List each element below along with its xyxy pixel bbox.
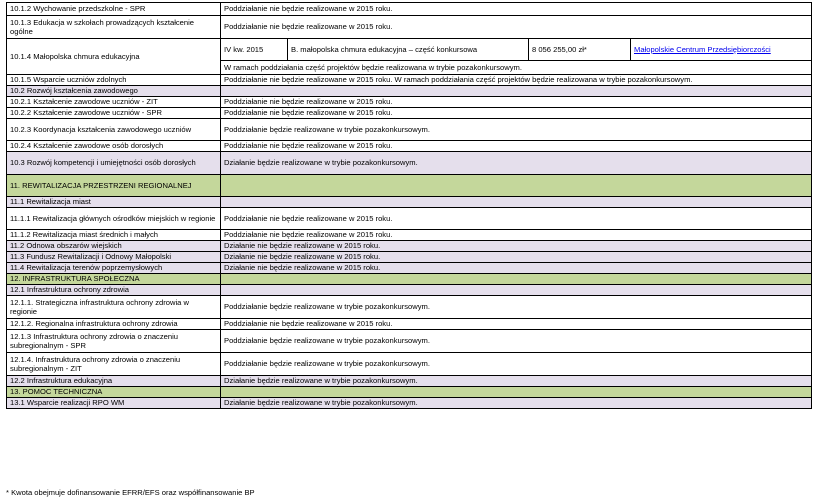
- table-row-name: 13.1 Wsparcie realizacji RPO WM: [6, 397, 221, 409]
- institution-link[interactable]: Małopolskie Centrum Przedsiębiorczości: [630, 38, 812, 61]
- table-row-name: 11. REWITALIZACJA PRZESTRZENI REGIONALNEJ: [6, 174, 221, 197]
- table-row-desc: Poddziałanie będzie realizowane w trybie pozakonkursowym.: [220, 329, 812, 353]
- table-row-desc: Poddziałanie nie będzie realizowane w 2015 roku.: [220, 207, 812, 230]
- table-row-desc: Działanie będzie realizowane w trybie pozakonkursowym.: [220, 397, 812, 409]
- table-row-desc: Poddziałanie będzie realizowane w trybie pozakonkursowym.: [220, 295, 812, 319]
- table-row-desc: Poddziałanie będzie realizowane w trybie pozakonkursowym.: [220, 352, 812, 376]
- table-row-name: 11.4 Rewitalizacja terenów poprzemysłowych: [6, 262, 221, 274]
- table-row-desc: Działanie nie będzie realizowane w 2015 roku.: [220, 251, 812, 263]
- table-row-name: 10.1.4 Małopolska chmura edukacyjna: [6, 38, 221, 75]
- table-row-name: 12.1 Infrastruktura ochrony zdrowia: [6, 284, 221, 296]
- table-row-note: W ramach poddziałania część projektów będzie realizowana w trybie pozakonkursowym.: [220, 60, 812, 75]
- table-row-name: 12.2 Infrastruktura edukacyjna: [6, 375, 221, 387]
- table-row-desc: Poddziałanie nie będzie realizowane w 2015 roku.: [220, 229, 812, 241]
- table-row-desc: Poddziałanie będzie realizowane w trybie pozakonkursowym.: [220, 118, 812, 141]
- table-row-desc: [220, 174, 812, 197]
- table-row-name: 10.2.2 Kształcenie zawodowe uczniów - SPR: [6, 107, 221, 119]
- table-row-desc: Działanie będzie realizowane w trybie pozakonkursowym.: [220, 151, 812, 175]
- table-row-name: 10.1.3 Edukacja w szkołach prowadzących kształcenie ogólne: [6, 15, 221, 39]
- table-row-name: 12.1.2. Regionalna infrastruktura ochrony zdrowia: [6, 318, 221, 330]
- table-row-desc: Poddziałanie nie będzie realizowane w 2015 roku. W ramach poddziałania część projektów będzie realizowana w trybie pozakonkursowym.: [220, 74, 812, 86]
- table-row-name: 10.3 Rozwój kompetencji i umiejętności osób dorosłych: [6, 151, 221, 175]
- table-row-desc: Poddziałanie nie będzie realizowane w 2015 roku.: [220, 2, 812, 16]
- table-row-name: 10.2.1 Kształcenie zawodowe uczniów - ZIT: [6, 96, 221, 108]
- table-row-desc: Działanie nie będzie realizowane w 2015 roku.: [220, 240, 812, 252]
- table-row-desc: Poddziałanie nie będzie realizowane w 2015 roku.: [220, 140, 812, 152]
- table-row-desc: Poddziałanie nie będzie realizowane w 2015 roku.: [220, 15, 812, 39]
- table-row-desc: Poddziałanie nie będzie realizowane w 2015 roku.: [220, 318, 812, 330]
- table-row-name: 10.2.3 Koordynacja kształcenia zawodowego uczniów: [6, 118, 221, 141]
- table-row-name: 11.3 Fundusz Rewitalizacji i Odnowy Małopolski: [6, 251, 221, 263]
- table-row-name: 12.1.3 Infrastruktura ochrony zdrowia o znaczeniu subregionalnym - SPR: [6, 329, 221, 353]
- table-row-name: 11.1 Rewitalizacja miast: [6, 196, 221, 208]
- table-row-name: 10.1.2 Wychowanie przedszkolne - SPR: [6, 2, 221, 16]
- amount-cell: 8 056 255,00 zł*: [528, 38, 631, 61]
- table-row-name: 10.1.5 Wsparcie uczniów zdolnych: [6, 74, 221, 86]
- table-row-desc: Działanie nie będzie realizowane w 2015 roku.: [220, 262, 812, 274]
- term-cell: IV kw. 2015: [220, 38, 288, 61]
- table-row-desc: Działanie będzie realizowane w trybie pozakonkursowym.: [220, 375, 812, 387]
- table-row-name: 12. INFRASTRUKTURA SPOŁECZNA: [6, 273, 221, 285]
- table-row-desc: Poddziałanie nie będzie realizowane w 2015 roku.: [220, 107, 812, 119]
- table-row-name: 11.2 Odnowa obszarów wiejskich: [6, 240, 221, 252]
- table-row-name: 10.2 Rozwój kształcenia zawodowego: [6, 85, 221, 97]
- table-row-name: 13. POMOC TECHNICZNA: [6, 386, 221, 398]
- footnote: * Kwota obejmuje dofinansowanie EFRR/EFS oraz współfinansowanie BP: [6, 488, 255, 497]
- table-row-desc: Poddziałanie nie będzie realizowane w 2015 roku.: [220, 96, 812, 108]
- table-row-name: 11.1.2 Rewitalizacja miast średnich i małych: [6, 229, 221, 241]
- table-row-name: 11.1.1 Rewitalizacja głównych ośrodków miejskich w regionie: [6, 207, 221, 230]
- table-row-name: 10.2.4 Kształcenie zawodowe osób dorosłych: [6, 140, 221, 152]
- competition-cell: B. małopolska chmura edukacyjna – część konkursowa: [287, 38, 529, 61]
- table-row-name: 12.1.4. Infrastruktura ochrony zdrowia o znaczeniu subregionalnym - ZIT: [6, 352, 221, 376]
- table-row-name: 12.1.1. Strategiczna infrastruktura ochrony zdrowia w regionie: [6, 295, 221, 319]
